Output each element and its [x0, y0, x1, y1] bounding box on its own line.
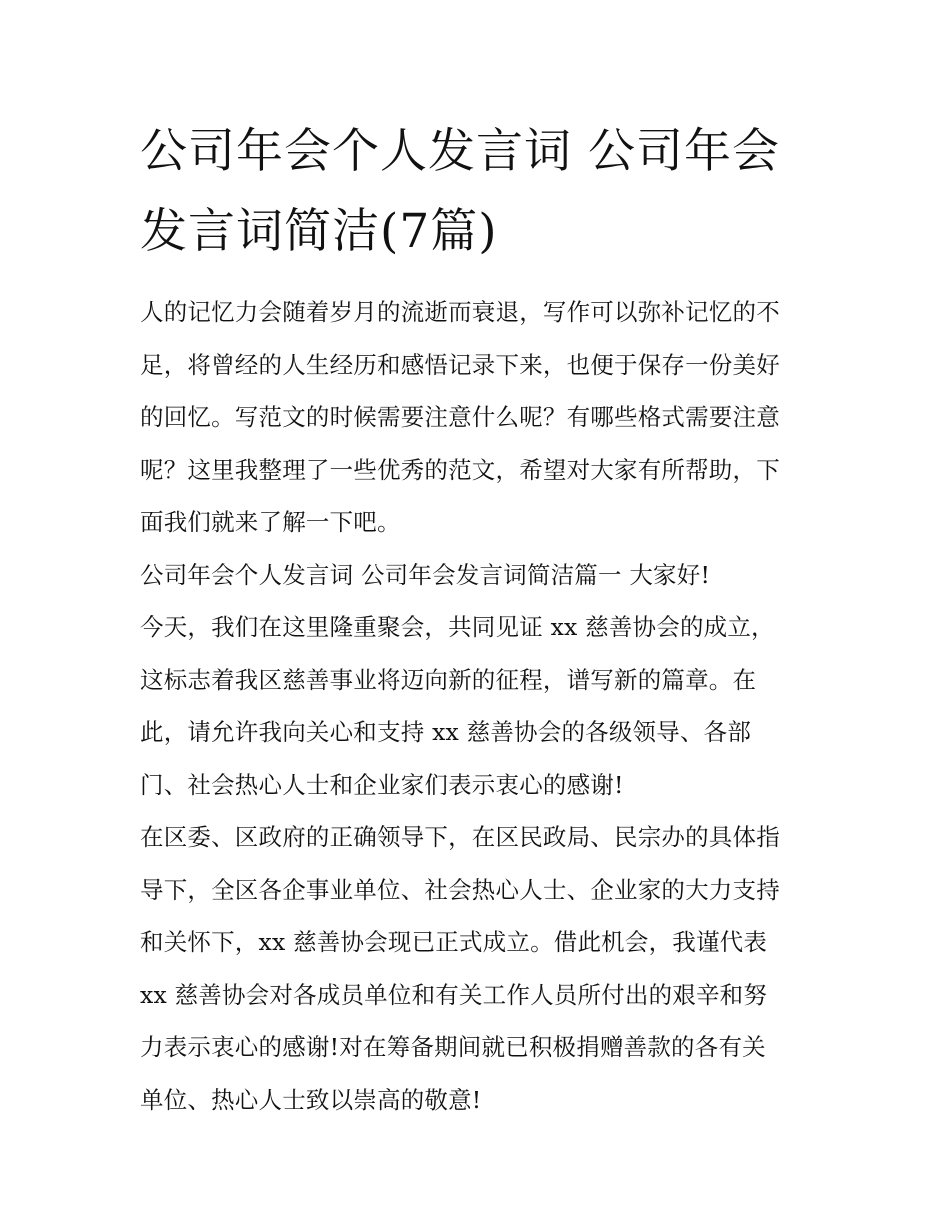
document-title: 公司年会个人发言词 公司年会 发言词简洁(7篇) — [140, 124, 780, 259]
intro-paragraph: 人的记忆力会随着岁月的流逝而衰退，写作可以弥补记忆的不 足，将曾经的人生经历和感悟记录下来，也便于保存一份美好 的回忆。写范文的时候需要注意什么呢？有哪些格式需要注意 呢？这里我整理了一些优秀的范文，希望对大家有所帮助，下 面我们就来了解一下吧。 — [140, 298, 780, 536]
body-paragraph: 今天，我们在这里隆重聚会，共同见证 xx 慈善协会的成立， 这标志着我区慈善事业将迈向新的征程，谱写新的篇章。在 此，请允许我向关心和支持 xx 慈善协会的各级领导、各部 门、社会热心人士和企业家们表示衷心的感谢! — [140, 613, 775, 799]
section-heading-paragraph: 公司年会个人发言词 公司年会发言词简洁篇一 大家好! — [140, 560, 711, 589]
document-body — [140, 112, 820, 1126]
body-paragraph: 在区委、区政府的正确领导下，在区民政局、民宗办的具体指 导下，全区各企事业单位、社会热心人士、企业家的大力支持 和关怀下，xx 慈善协会现已正式成立。借此机会，我谨代表 xx 慈善协会对各成员单位和有关工作人员所付出的艰辛和努 力表示衷心的感谢!对在筹备期间就已积极捐赠善款的各有关 单位、热心人士致以崇高的敬意! — [140, 823, 780, 1114]
